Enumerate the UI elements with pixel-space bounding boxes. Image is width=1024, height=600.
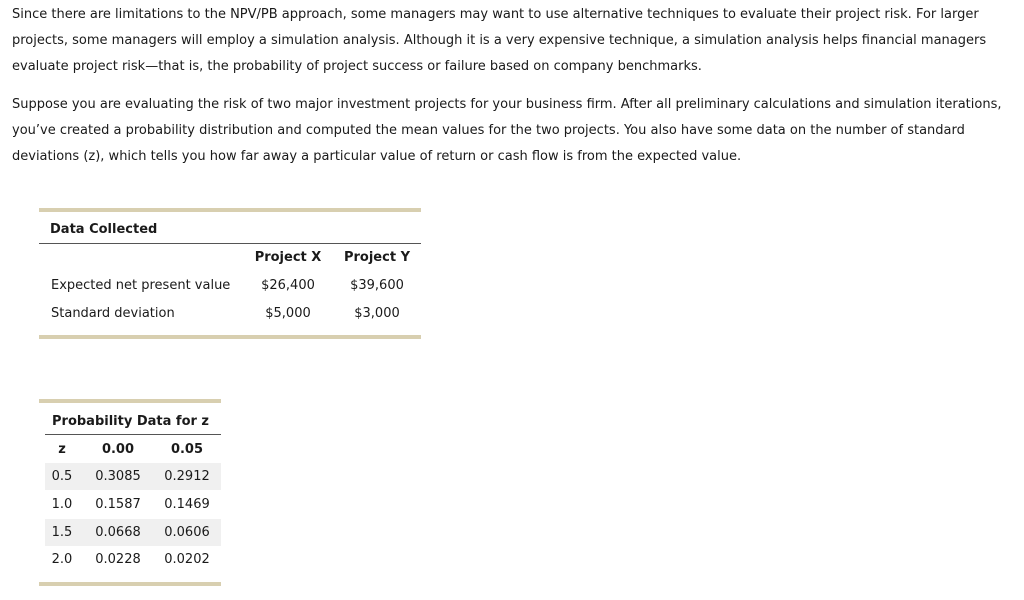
header-0-00: 0.00 — [101, 442, 135, 457]
data-collected-title: Data Collected — [50, 222, 158, 237]
prob-0-00: 0.0668 — [95, 525, 141, 540]
cell-sd-project-x: $5,000 — [265, 306, 311, 321]
z-value: 1.0 — [51, 497, 73, 512]
table-row — [45, 491, 221, 518]
z-value: 1.5 — [51, 525, 73, 540]
header-0-05: 0.05 — [170, 442, 204, 457]
prob-0-05: 0.2912 — [164, 469, 210, 484]
table-bottom-bar — [39, 582, 221, 586]
table-header-rule — [39, 243, 421, 244]
z-value: 0.5 — [51, 469, 73, 484]
table-row — [45, 463, 221, 490]
column-header-project-y: Project Y — [343, 250, 410, 265]
table-top-bar — [39, 399, 221, 403]
row-label-standard-deviation: Standard deviation — [51, 306, 175, 321]
prob-0-00: 0.3085 — [95, 469, 141, 484]
header-z: z — [58, 442, 66, 457]
intro-paragraph-1: Since there are limitations to the NPV/PB approach, some managers may want to use alternative techniques to evaluate their project risk. For larger projects, some managers will employ a simulation analysis. Although it is a very expensive technique, a simulation analysis helps financial managers evaluate project risk—that is, the probability of project success or failure based on company benchmarks. — [12, 7, 987, 74]
z-value: 2.0 — [51, 552, 73, 567]
table-row — [45, 519, 221, 546]
prob-0-05: 0.0202 — [164, 552, 210, 567]
column-header-project-x: Project X — [254, 250, 322, 265]
data-collected-table — [39, 208, 421, 339]
probability-data-table — [39, 399, 221, 586]
intro-paragraph-2: Suppose you are evaluating the risk of two major investment projects for your business firm. After all preliminary calculations and simulation iterations, you’ve created a probability distribution and computed the mean values for the two projects. You also have some data on the number of standard deviations (z), which tells you how far away a particular value of return or cash flow is from the expected value. — [12, 97, 1002, 164]
header-row — [45, 436, 221, 463]
cell-sd-project-y: $3,000 — [354, 306, 400, 321]
table-top-bar — [39, 208, 421, 212]
prob-0-00: 0.0228 — [95, 552, 141, 567]
prob-0-00: 0.1587 — [95, 497, 141, 512]
table-header-rule — [45, 434, 221, 435]
table-bottom-bar — [39, 335, 421, 339]
cell-npv-project-x: $26,400 — [261, 278, 315, 293]
prob-0-05: 0.1469 — [164, 497, 210, 512]
probability-data-title: Probability Data for z — [52, 414, 210, 429]
prob-0-05: 0.0606 — [164, 525, 210, 540]
cell-npv-project-y: $39,600 — [350, 278, 404, 293]
table-row — [45, 546, 221, 573]
row-label-expected-npv: Expected net present value — [51, 278, 231, 293]
